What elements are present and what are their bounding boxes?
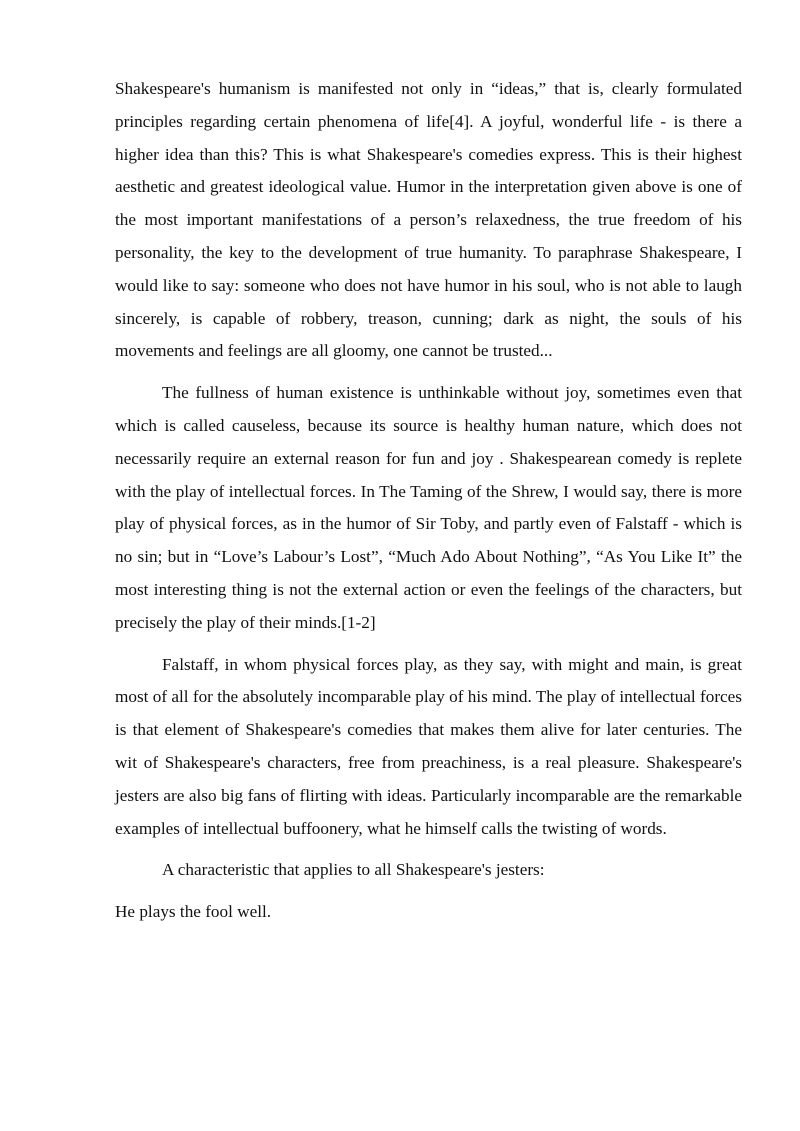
paragraph-jesters-characteristic: A characteristic that applies to all Shakespeare's jesters: — [162, 860, 545, 880]
paragraph-humanism: Shakespeare's humanism is manifested not only in “ideas,” that is, clearly formulated principles regarding certain phenomena of life[4]. A joyful, wonderful life - is there a higher idea than this? This is what Shakespeare's comedies express. This is their highest aesthetic and greatest ideological value. Humor in the interpretation given above is one of the most important manifestations of a person’s relaxedness, the true freedom of his personality, the key to the development of true humanity. To paraphrase Shakespeare, I would like to say: someone who does not have humor in his soul, who is not able to laugh sincerely, is capable of robbery, treason, cunning; dark as night, the souls of his movements and feelings are all gloomy, one cannot be trusted... — [115, 79, 742, 361]
document-body — [115, 73, 742, 938]
paragraph-joy: The fullness of human existence is unthinkable without joy, sometimes even that which is called causeless, because its source is healthy human nature, which does not necessarily require an external reason for fun and joy . Shakespearean comedy is replete with the play of intellectual forces. In The Taming of the Shrew, I would say, there is more play of physical forces, as in the humor of Sir Toby, and partly even of Falstaff - which is no sin; but in “Love’s Labour’s Lost”, “Much Ado About Nothing”, “As You Like It” the most interesting thing is not the external action or even the feelings of the characters, but precisely the play of their minds.[1-2] — [115, 383, 742, 632]
paragraph-plays-the-fool: He plays the fool well. — [115, 902, 272, 922]
paragraph-falstaff: Falstaff, in whom physical forces play, as they say, with might and main, is great most of all for the absolutely incomparable play of his mind. The play of intellectual forces is that element of Shakespeare's comedies that makes them alive for later centuries. The wit of Shakespeare's characters, free from preachiness, is a real pleasure. Shakespeare's jesters are also big fans of flirting with ideas. Particularly incomparable are the remarkable examples of intellectual buffoonery, what he himself calls the twisting of words. — [115, 654, 742, 838]
